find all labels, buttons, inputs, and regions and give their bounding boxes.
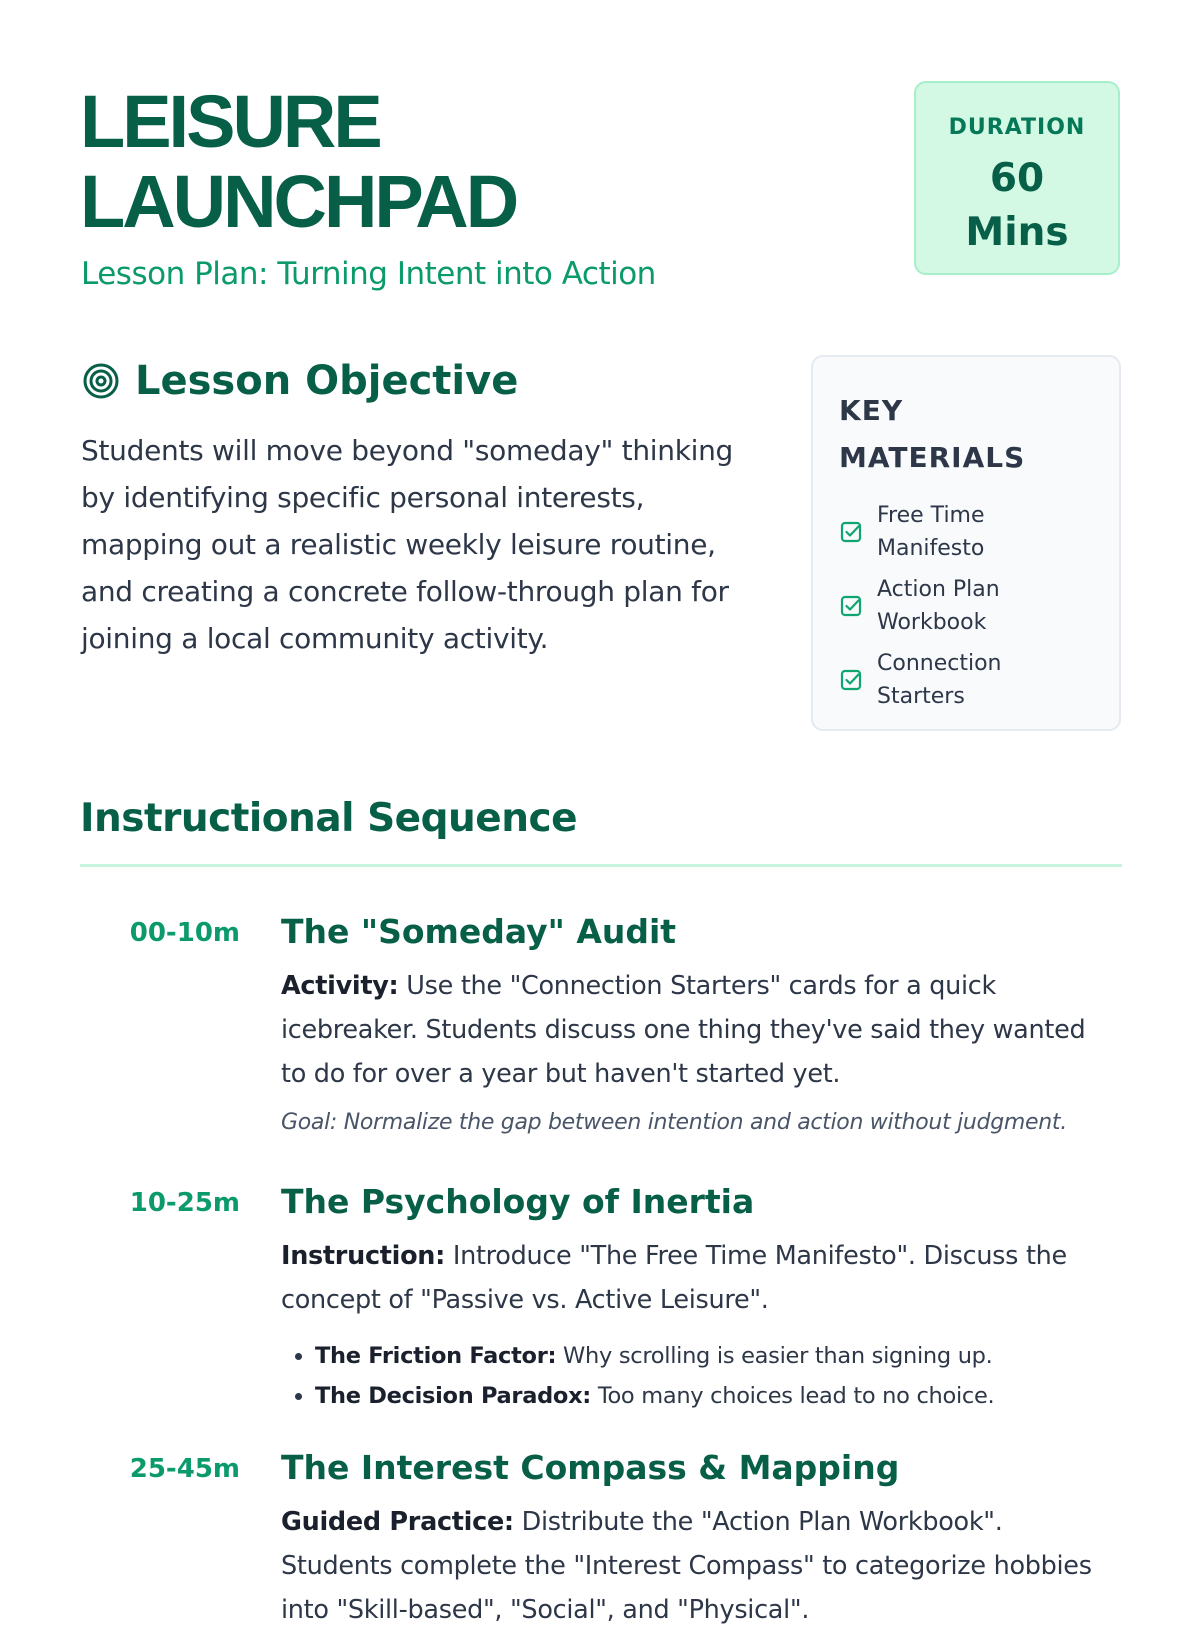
title-line-2: LAUNCHPAD (80, 160, 517, 243)
duration-card (914, 81, 1120, 275)
step-time: 25-45m (129, 1454, 240, 1484)
material-item (839, 647, 1093, 713)
step-bullet-list (281, 1336, 1111, 1416)
step-time: 10-25m (129, 1188, 240, 1218)
check-square-icon (839, 520, 863, 544)
page-subtitle: Lesson Plan: Turning Intent into Action (81, 256, 656, 292)
step-description (281, 964, 1111, 1096)
step-label: Guided Practice: (281, 1507, 514, 1537)
check-square-icon (839, 594, 863, 618)
duration-number: 60 (989, 156, 1045, 201)
step-text: Distribute the "Action Plan Workbook". Students complete the "Interest Compass" to categorize hobbies into "Skill-based", "Social", and "Physical". (281, 1507, 1092, 1625)
check-square-icon (839, 668, 863, 692)
step-goal: Goal: Normalize the gap between intention and action without judgment. (281, 1110, 1067, 1135)
material-label: Action Plan Workbook (877, 577, 1000, 635)
bullet-label: The Friction Factor: (315, 1343, 557, 1369)
step-description (281, 1500, 1111, 1632)
material-item (839, 499, 1093, 565)
step-time: 00-10m (129, 918, 240, 948)
objective-header (82, 358, 518, 404)
sequence-divider (80, 864, 1122, 867)
title-line-1: LEISURE (80, 80, 380, 163)
material-label: Free Time Manifesto (877, 503, 985, 561)
bullet-text: Too many choices lead to no choice. (590, 1383, 995, 1409)
objective-heading: Lesson Objective (135, 358, 519, 404)
step-title: The "Someday" Audit (281, 912, 677, 951)
step-title: The Interest Compass & Mapping (281, 1448, 900, 1487)
step-title: The Psychology of Inertia (281, 1182, 755, 1221)
step-label: Instruction: (281, 1241, 446, 1271)
key-materials-card (811, 355, 1121, 731)
step-label: Activity: (281, 971, 399, 1001)
material-item (839, 573, 1093, 639)
duration-unit: Mins (965, 210, 1069, 255)
step-text: Introduce "The Free Time Manifesto". Discuss the concept of "Passive vs. Active Leisure". (281, 1241, 1067, 1315)
duration-value (916, 152, 1118, 260)
bullet-label: The Decision Paradox: (315, 1383, 591, 1409)
duration-label: DURATION (948, 115, 1086, 140)
bullet-text: Why scrolling is easier than signing up. (556, 1343, 993, 1369)
step-body (281, 1448, 1111, 1632)
step-text: Use the "Connection Starters" cards for a quick icebreaker. Students discuss one thing they've said they wanted to do for over a year but haven't started yet. (281, 971, 1086, 1089)
material-label: Connection Starters (877, 651, 1002, 709)
step-body (281, 912, 1111, 1135)
sequence-heading: Instructional Sequence (80, 796, 578, 841)
objective-text: Students will move beyond "someday" thinking by identifying specific personal interests, mapping out a realistic weekly leisure routine, and creating a concrete follow-through plan for joining a local community activity. (81, 434, 734, 655)
target-icon (82, 362, 120, 400)
bullet-item (315, 1336, 1111, 1376)
materials-heading: KEY MATERIALS (839, 394, 1026, 474)
step-body (281, 1182, 1111, 1416)
page-title (80, 82, 516, 242)
step-description (281, 1234, 1111, 1322)
bullet-item (315, 1376, 1111, 1416)
